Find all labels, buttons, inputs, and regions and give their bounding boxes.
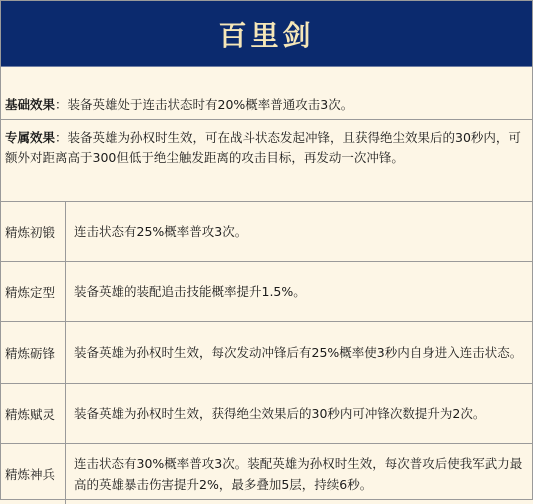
refinement-desc: 连击状态有25%概率普攻3次。 <box>74 224 248 239</box>
refinement-row <box>1 384 532 444</box>
refinement-desc: 装备英雄的装配追击技能概率提升1.5%。 <box>74 284 306 299</box>
refinement-row <box>1 444 532 504</box>
title-bar <box>1 1 532 67</box>
refinement-label: 精炼赋灵 <box>1 384 66 443</box>
special-effect-label: 专属效果 <box>5 130 56 145</box>
refinement-label: 精炼初锻 <box>1 202 66 261</box>
refinement-label: 精炼神兵 <box>1 444 66 504</box>
refinement-label: 精炼砺锋 <box>1 322 66 383</box>
refinement-row <box>1 262 532 322</box>
refinement-desc: 装备英雄为孙权时生效，每次发动冲锋后有25%概率使3秒内自身进入连击状态。 <box>74 345 523 360</box>
refinement-row <box>1 322 532 384</box>
weapon-title: 百里剑 <box>218 18 315 52</box>
basic-effect-label: 基础效果 <box>5 97 56 112</box>
refinement-desc: 连击状态有30%概率普攻3次。装配英雄为孙权时生效，每次普攻后使我军武力最高的英雄暴击伤害提升2%，最多叠加5层，持续6秒。 <box>74 456 523 492</box>
refinement-label: 精炼定型 <box>1 262 66 321</box>
refinement-table <box>1 202 532 504</box>
special-effect <box>1 120 532 202</box>
basic-effect <box>1 67 532 120</box>
refinement-row <box>1 202 532 262</box>
refinement-desc: 装备英雄为孙权时生效，获得绝尘效果后的30秒内可冲锋次数提升为2次。 <box>74 406 486 421</box>
basic-effect-text: ：装备英雄处于连击状态时有20%概率普通攻击3次。 <box>55 97 354 112</box>
special-effect-text: ：装备英雄为孙权时生效，可在战斗状态发起冲锋，且获得绝尘效果后的30秒内，可额外对距离高于300但低于绝尘触发距离的攻击目标，再发动一次冲锋。 <box>5 130 521 165</box>
